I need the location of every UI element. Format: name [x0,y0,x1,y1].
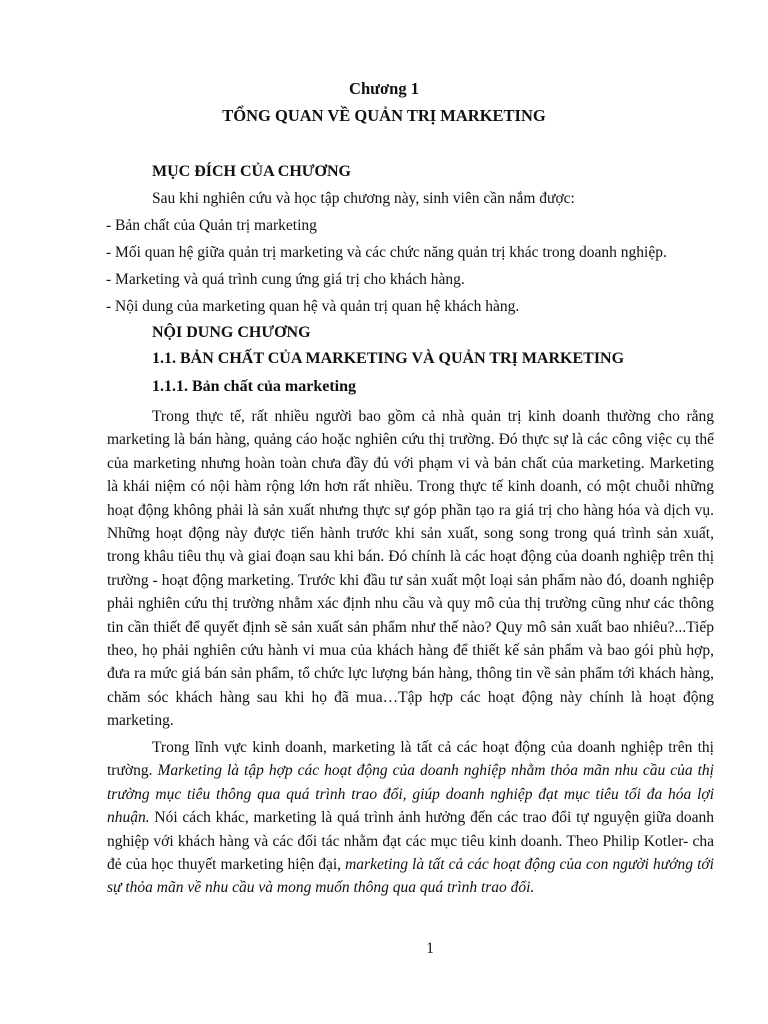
body-paragraph-2 [107,736,714,900]
paragraph-text: Nói cách khác, marketing là quá trình ảnh hưởng đến các trao đổi tự nguyện giữa doanh nghiệp với khách hàng và các đối tác nhằm đạt các mục tiêu kinh doanh. Theo Philip Kotler- cha đẻ của học thuyết marketing hiện đại, [107,809,714,874]
section-title: 1.1. BẢN CHẤT CỦA MARKETING VÀ QUẢN TRỊ MARKETING [152,350,625,367]
purpose-item: - Bản chất của Quản trị marketing [106,217,317,234]
paragraph-definition-italic: Marketing là tập hợp các hoạt động của doanh nghiệp nhằm thỏa mãn nhu cầu của thị trường mục tiêu thông qua quá trình trao đổi, giúp doanh nghiệp đạt mục tiêu tối đa hóa lợi nhuận. [107,762,714,827]
purpose-item: - Nội dung của marketing quan hệ và quản trị quan hệ khách hàng. [106,298,520,315]
chapter-title: TỔNG QUAN VỀ QUẢN TRỊ MARKETING [222,106,546,125]
chapter-number: Chương 1 [349,79,419,98]
purpose-item: - Marketing và quá trình cung ứng giá trị cho khách hàng. [106,271,465,288]
body-paragraph-1: Trong thực tế, rất nhiều người bao gồm cả nhà quản trị kinh doanh thường cho rằng marketing là bán hàng, quảng cáo hoặc nghiên cứu thị trường. Đó thực sự là các công việc cụ thể của marketing nhưng hoàn toàn chưa đầy đủ với phạm vi và bản chất của marketing. Marketing là khái niệm có nội hàm rộng lớn hơn rất nhiều. Trong thực tế kinh doanh, có một chuỗi những hoạt động không phải là sản xuất nhưng thực sự góp phần tạo ra giá trị cho hàng hóa và dịch vụ. Những hoạt động này được tiến hành trước khi sản xuất, song song trong quá trình sản xuất, trong khâu tiêu thụ và giai đoạn sau khi bán. Đó chính là các hoạt động của doanh nghiệp trên thị trường - hoạt động marketing. Trước khi đầu tư sản xuất một loại sản phẩm nào đó, doanh nghiệp phải nghiên cứu thị trường nhằm xác định nhu cầu và quy mô của thị trường cũng như các thông tin cần thiết để quyết định sẽ sản xuất sản phẩm như thế nào? Quy mô sản xuất bao nhiêu?...Tiếp theo, họ phải nghiên cứu hành vi mua của khách hàng để thiết kế sản phẩm và bao gói phù hợp, đưa ra mức giá bán sản phẩm, tổ chức lực lượng bán hàng, thông tin về sản phẩm tới khách hàng, chăm sóc khách hàng sau khi họ đã mua…Tập hợp các hoạt động này chính là hoạt động marketing. [107,408,714,730]
subsection-title: 1.1.1. Bản chất của marketing [152,378,356,395]
paragraph-text: Trong lĩnh vực kinh doanh, marketing là tất cả các hoạt động của doanh nghiệp trên thị trường. [107,739,714,780]
page-number: 1 [426,940,434,957]
purpose-item: - Mối quan hệ giữa quản trị marketing và các chức năng quản trị khác trong doanh nghiệp. [106,244,667,261]
purpose-heading: MỤC ĐÍCH CỦA CHƯƠNG [152,163,351,180]
content-heading: NỘI DUNG CHƯƠNG [152,324,311,341]
paragraph-quote-italic: marketing là tất cả các hoạt động của con người hướng tới sự thỏa mãn về nhu cầu và mong muốn thông qua quá trình trao đổi. [107,856,714,897]
purpose-intro: Sau khi nghiên cứu và học tập chương này, sinh viên cần nắm được: [152,190,575,207]
